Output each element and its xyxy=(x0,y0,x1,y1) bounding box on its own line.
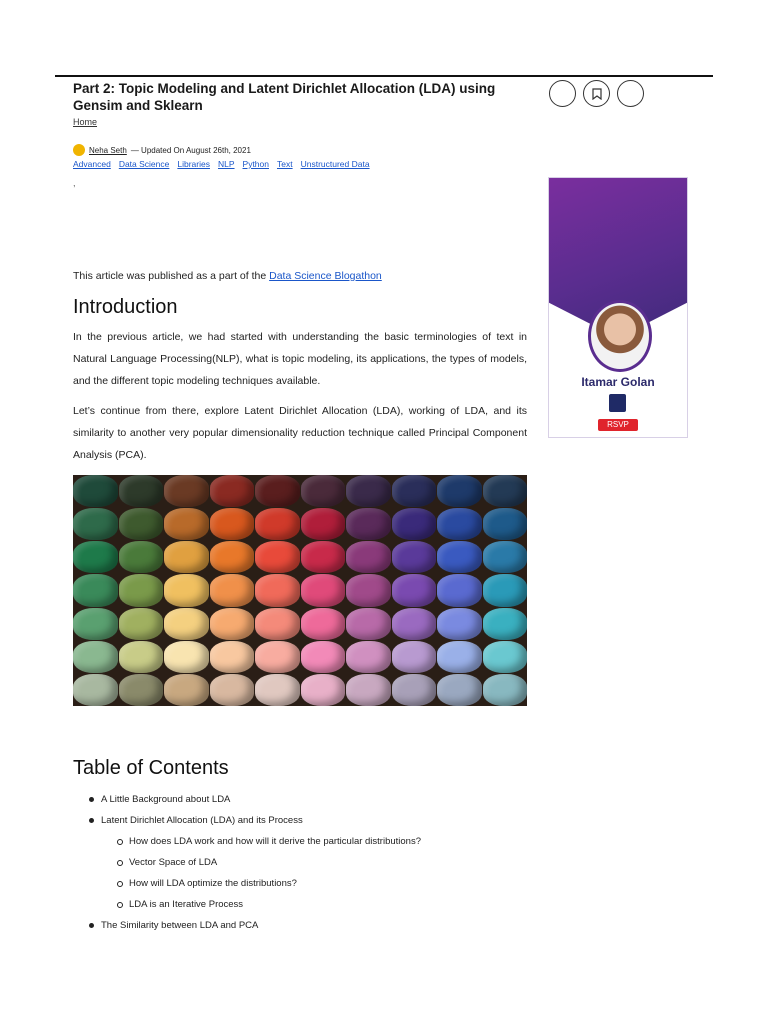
toc-subitem[interactable]: How does LDA work and how will it derive the particular distributions? xyxy=(73,831,421,852)
tag-link[interactable]: Libraries xyxy=(177,159,210,169)
intro-heading: Introduction xyxy=(73,296,178,318)
speaker-photo xyxy=(588,300,652,372)
yarn-ball xyxy=(301,475,346,507)
yarn-ball xyxy=(119,641,164,673)
toc-subitem[interactable]: How will LDA optimize the distributions? xyxy=(73,873,421,894)
yarn-ball xyxy=(392,508,437,540)
yarn-ball xyxy=(301,508,346,540)
intro-paragraph-2: Let’s continue from there, explore Latent Dirichlet Allocation (LDA), working of LDA, and its similarity to another very popular dimensionality reduction technique called Principal Component Analysis (PCA). xyxy=(73,405,527,461)
yarn-ball xyxy=(483,674,528,706)
toc-heading: Table of Contents xyxy=(73,757,229,779)
yarn-ball xyxy=(73,508,118,540)
yarn-ball xyxy=(119,608,164,640)
yarn-ball xyxy=(483,574,528,606)
tag-link[interactable]: Text xyxy=(277,159,293,169)
yarn-ball xyxy=(437,674,482,706)
bookmark-button[interactable] xyxy=(583,80,610,107)
article-title: Part 2: Topic Modeling and Latent Dirichlet Allocation (LDA) using Gensim and Sklearn xyxy=(73,81,496,113)
yarn-ball xyxy=(164,475,209,507)
yarn-ball xyxy=(255,541,300,573)
yarn-ball xyxy=(73,574,118,606)
toc-subitem[interactable]: Vector Space of LDA xyxy=(73,852,421,873)
toc-item[interactable]: The Similarity between LDA and PCA xyxy=(73,915,421,936)
yarn-ball xyxy=(210,475,255,507)
tag-list xyxy=(73,159,370,169)
blogathon-link[interactable]: Data Science Blogathon xyxy=(269,269,382,282)
yarn-ball xyxy=(255,508,300,540)
yarn-image xyxy=(73,475,527,706)
yarn-ball xyxy=(164,508,209,540)
yarn-ball xyxy=(119,508,164,540)
yarn-ball xyxy=(210,641,255,673)
yarn-ball xyxy=(73,674,118,706)
yarn-ball xyxy=(437,475,482,507)
yarn-ball xyxy=(346,475,391,507)
yarn-ball xyxy=(210,574,255,606)
yarn-ball xyxy=(164,641,209,673)
yarn-ball xyxy=(437,508,482,540)
article-meta xyxy=(73,144,251,156)
yarn-ball xyxy=(255,475,300,507)
yarn-ball xyxy=(301,641,346,673)
published-note xyxy=(73,270,382,282)
yarn-ball xyxy=(164,574,209,606)
stray-comma: , xyxy=(73,178,76,188)
yarn-ball xyxy=(73,541,118,573)
rsvp-button[interactable]: RSVP xyxy=(598,419,638,431)
yarn-ball xyxy=(301,608,346,640)
breadcrumb-home[interactable]: Home xyxy=(73,117,98,127)
yarn-ball xyxy=(164,674,209,706)
yarn-ball xyxy=(483,608,528,640)
published-prefix: This article was published as a part of the xyxy=(73,269,270,282)
author-link[interactable]: Neha Seth xyxy=(89,145,127,155)
yarn-ball xyxy=(483,475,528,507)
yarn-ball xyxy=(346,574,391,606)
yarn-ball xyxy=(392,674,437,706)
tag-link[interactable]: Unstructured Data xyxy=(300,159,370,169)
event-ad-card[interactable] xyxy=(548,177,688,438)
yarn-ball xyxy=(255,574,300,606)
share-button[interactable] xyxy=(549,80,576,107)
yarn-ball xyxy=(255,641,300,673)
yarn-ball xyxy=(73,608,118,640)
yarn-ball xyxy=(119,674,164,706)
yarn-ball xyxy=(301,674,346,706)
header-divider xyxy=(55,75,713,77)
yarn-ball xyxy=(437,541,482,573)
yarn-ball xyxy=(483,541,528,573)
yarn-ball xyxy=(210,608,255,640)
yarn-ball xyxy=(255,608,300,640)
speaker-name: Itamar Golan xyxy=(581,375,655,389)
yarn-ball xyxy=(119,574,164,606)
yarn-ball xyxy=(164,541,209,573)
yarn-ball xyxy=(392,574,437,606)
yarn-ball xyxy=(301,541,346,573)
yarn-ball xyxy=(255,674,300,706)
tag-link[interactable]: Advanced xyxy=(73,159,111,169)
yarn-ball xyxy=(483,508,528,540)
more-button[interactable] xyxy=(617,80,644,107)
toc-item[interactable]: A Little Background about LDA xyxy=(73,789,421,810)
updated-date: — Updated On August 26th, 2021 xyxy=(130,145,251,155)
yarn-ball xyxy=(392,475,437,507)
yarn-ball xyxy=(210,674,255,706)
yarn-ball xyxy=(73,641,118,673)
tag-link[interactable]: Python xyxy=(242,159,269,169)
yarn-ball xyxy=(392,608,437,640)
yarn-ball xyxy=(119,475,164,507)
tag-link[interactable]: NLP xyxy=(217,159,235,169)
yarn-ball xyxy=(210,541,255,573)
yarn-ball xyxy=(483,641,528,673)
yarn-ball xyxy=(392,541,437,573)
bookmark-icon xyxy=(592,88,602,100)
yarn-ball xyxy=(346,541,391,573)
yarn-ball xyxy=(437,574,482,606)
yarn-ball xyxy=(346,641,391,673)
tag-link[interactable]: Data Science xyxy=(118,159,170,169)
yarn-ball xyxy=(437,608,482,640)
yarn-ball xyxy=(164,608,209,640)
yarn-ball xyxy=(392,641,437,673)
author-avatar xyxy=(73,144,85,156)
intro-paragraph-1: In the previous article, we had started with understanding the basic terminologies of text in Natural Language Processing(NLP), what is topic modeling, its applications, the types of models, and the different topic modeling techniques available. xyxy=(73,331,527,387)
toc-subitem[interactable]: LDA is an Iterative Process xyxy=(73,894,421,915)
yarn-ball xyxy=(437,641,482,673)
yarn-ball xyxy=(346,608,391,640)
yarn-ball xyxy=(210,508,255,540)
table-of-contents xyxy=(73,789,421,936)
company-logo-icon xyxy=(609,394,626,412)
yarn-ball xyxy=(346,508,391,540)
yarn-ball xyxy=(119,541,164,573)
yarn-ball xyxy=(301,574,346,606)
yarn-ball xyxy=(73,475,118,507)
yarn-ball xyxy=(346,674,391,706)
toc-item[interactable]: Latent Dirichlet Allocation (LDA) and its Process xyxy=(73,810,421,831)
